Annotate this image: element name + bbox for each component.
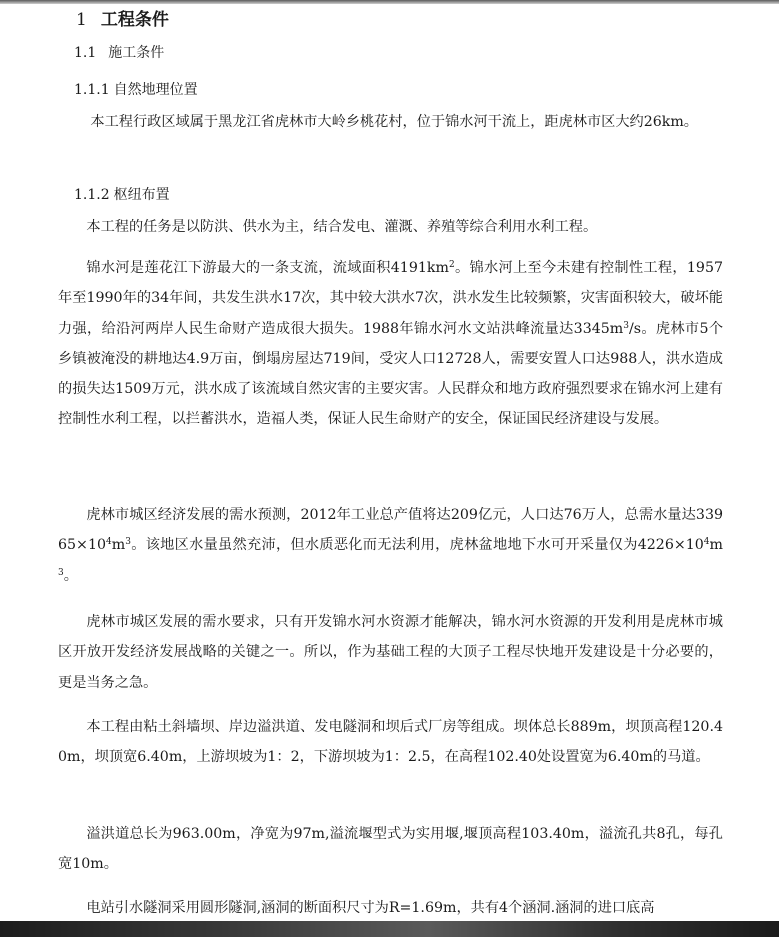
- heading-1-1-number: 1.1: [74, 45, 97, 61]
- superscript-3a: 3: [125, 537, 131, 548]
- heading-1-1-2-title: 枢纽布置: [113, 187, 170, 203]
- heading-1-1-title: 施工条件: [108, 45, 165, 61]
- paragraph-development-need: 虎林市城区发展的需水要求，只有开发锦水河水资源才能解决，锦水河水资源的开发利用是虎林市城区开放开发经济发展战略的关键之一。所以，作为基础工程的大顶子工程尽快地开发建设是十分必要的，更是当务之急。: [58, 614, 723, 691]
- paragraph-water-demand-part-b: m: [111, 537, 126, 554]
- superscript-2: 2: [448, 260, 455, 270]
- heading-1-1-1: [74, 79, 198, 99]
- paragraph-water-demand: [58, 500, 723, 591]
- heading-1-1-2-number: 1.1.2: [74, 187, 110, 203]
- paragraph-water-demand-part-e: 。: [63, 567, 78, 584]
- paragraph-river-floods: [58, 253, 723, 435]
- paragraph-dam-layout: 本工程由粘土斜墙坝、岸边溢洪道、发电隧洞和坝后式厂房等组成。坝体总长889m，坝顶高程120.40m，坝顶宽6.40m，上游坝坡为1：2，下游坝坡为1：2.5，在高程102.40处设置宽为6.40m的马道。: [58, 719, 723, 766]
- heading-1-1: [74, 42, 164, 62]
- paragraph-river-floods-part-b: 。锦水河上至今未建有控制性工程，1957年至1990年的34年间，共发生洪水17次，其中较大洪水7次，洪水发生比较频繁，灾害面积较大，破坏能力强，给沿河两岸人民生命财产造成很大损失。1988年锦水河水文站洪峰流量达3345m: [58, 260, 723, 337]
- paragraph-location: 本工程行政区域属于黑龙江省虎林市大岭乡桃花村，位于锦水河干流上，距虎林市区大约26km。: [90, 114, 698, 130]
- heading-1-title: 工程条件: [100, 10, 169, 30]
- heading-1-1-2: [74, 184, 170, 204]
- heading-1-number: 1: [76, 10, 87, 30]
- heading-1: [76, 5, 169, 30]
- heading-1-1-1-number: 1.1.1: [74, 82, 110, 98]
- paragraph-river-floods-part-c: /s。虎林市5个乡镇被淹没的耕地达4.9万亩，倒塌房屋达719间，受灾人口12728人，需要安置人口达988人，洪水造成的损失达1509万元，洪水成了该流域自然灾害的主要灾害。人民群众和地方政府强烈要求在锦水河上建有控制性水利工程，以拦蓄洪水，造福人类，保证人民生命财产的安全，保证国民经济建设与发展。: [58, 320, 724, 428]
- paragraph-project-task: 本工程的任务是以防洪、供水为主，结合发电、灌溉、养殖等综合利用水利工程。: [86, 219, 598, 235]
- paragraph-water-demand-part-c: 。该地区水量虽然充沛，但水质恶化而无法利用，虎林盆地地下水可开采量仅为4226×10: [130, 537, 704, 554]
- paragraph-river-floods-part-a: 锦水河是莲花江下游最大的一条支流，流域面积4191km: [86, 260, 449, 276]
- superscript-3: 3: [623, 320, 629, 331]
- superscript-4b: 4: [703, 537, 710, 548]
- paragraph-spillway: 溢洪道总长为963.00m，净宽为97m,溢流堰型式为实用堰,堰顶高程103.40m，溢流孔共8孔，每孔宽10m。: [58, 826, 723, 873]
- viewer-bottom-bar: [0, 921, 779, 937]
- paragraph-water-demand-part-d: m: [709, 537, 723, 554]
- paragraph-water-demand-part-a: 虎林市城区经济发展的需水预测，2012年工业总产值将达209亿元，人口达76万人，总需水量达33965×10: [58, 507, 723, 554]
- heading-1-1-1-title: 自然地理位置: [113, 82, 198, 98]
- superscript-3b: 3: [58, 567, 64, 578]
- paragraph-power-tunnel: 电站引水隧洞采用圆形隧洞,涵洞的断面积尺寸为R=1.69m，共有4个涵洞.涵洞的进口底高: [86, 900, 655, 916]
- superscript-4a: 4: [106, 537, 112, 548]
